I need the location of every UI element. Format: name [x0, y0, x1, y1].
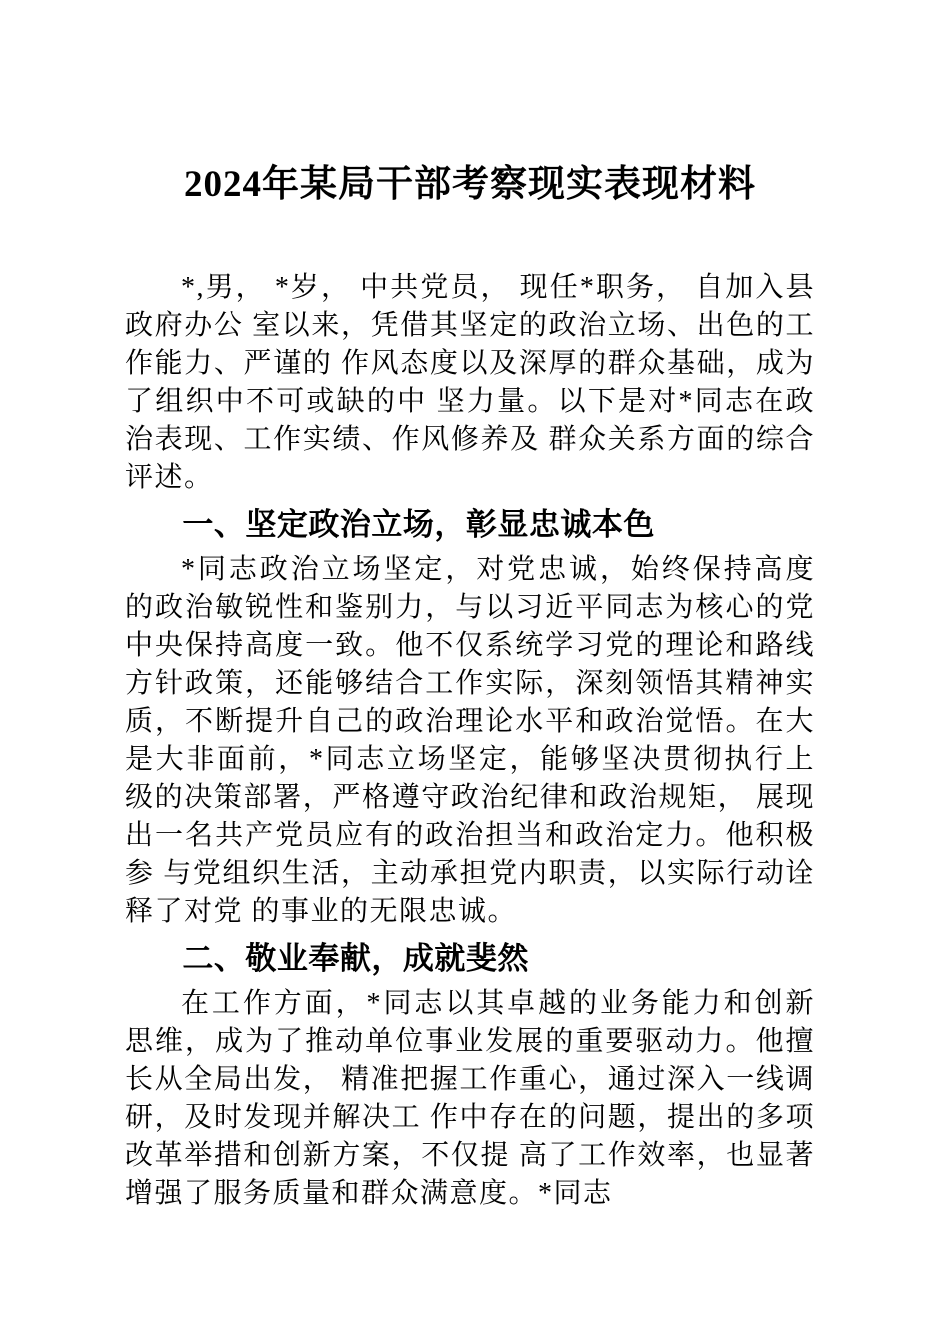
document-body [125, 269, 815, 1213]
section-heading: 一、坚定政治立场，彰显忠诚本色 [182, 507, 655, 542]
body-paragraph: *,男， *岁， 中共党员， 现任*职务， 自加入县政府办公 室以来，凭借其坚定的政治立场、出色的工作能力、严谨的 作风态度以及深厚的群众基础，成为了组织中不可或缺的中 坚力量。以下是对*同志在政治表现、工作实绩、作风修养及 群众关系方面的综合评述。 [125, 272, 815, 493]
section-heading: 二、敬业奉献，成就斐然 [182, 941, 529, 976]
document-title: 2024年某局干部考察现实表现材料 [184, 164, 756, 205]
body-paragraph: 在工作方面，*同志以其卓越的业务能力和创新思维，成为了推动单位事业发展的重要驱动力。他擅长从全局出发， 精准把握工作重心，通过深入一线调研，及时发现并解决工 作中存在的问题，提出的多项改革举措和创新方案，不仅提 高了工作效率，也显著增强了服务质量和群众满意度。*同志 [125, 988, 815, 1209]
body-paragraph: *同志政治立场坚定，对党忠诚，始终保持高度的政治敏锐性和鉴别力，与以习近平同志为核心的党中央保持高度一致。他不仅系统学习党的理论和路线方针政策，还能够结合工作实际，深刻领悟其精神实质，不断提升自己的政治理论水平和政治觉悟。在大是大非面前，*同志立场坚定，能够坚决贯彻执行上级的决策部署，严格遵守政治纪律和政治规矩， 展现出一名共产党员应有的政治担当和政治定力。他积极参 与党组织生活，主动承担党内职责，以实际行动诠释了对党 的事业的无限忠诚。 [125, 554, 815, 927]
